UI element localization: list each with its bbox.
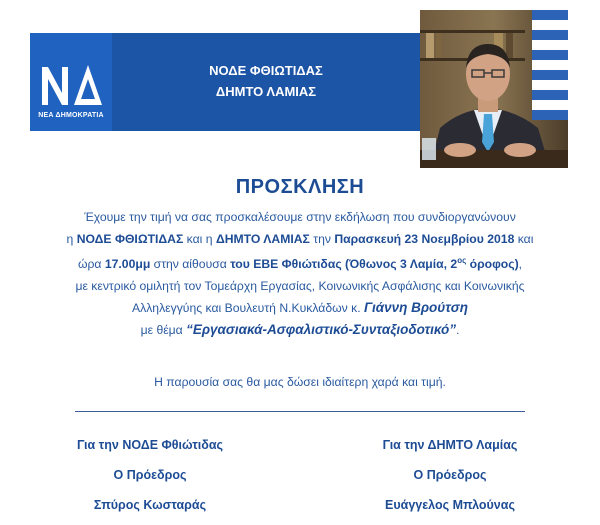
signature-right-role: Ο Πρόεδρος bbox=[413, 468, 487, 482]
party-logo bbox=[30, 33, 112, 131]
body-line-4: με κεντρικό ομιλητή τον Τομεάρχη Εργασίας, Κοινωνικής Ασφάλισης και Κοινωνικής bbox=[75, 279, 525, 294]
signature-left bbox=[35, 430, 265, 520]
body-line-5: Αλληλεγγύης και Βουλευτή Ν.Κυκλάδων κ. Γιάννη Βρούτση bbox=[131, 300, 468, 316]
signature-left-name: Σπύρος Κωσταράς bbox=[93, 498, 207, 512]
logo-caption: ΝΕΑ ΔΗΜΟΚΡΑΤΙΑ bbox=[38, 112, 104, 119]
body-line-1: Έχουμε την τιμή να σας προσκαλέσουμε στην εκδήλωση που συνδιοργανώνουν bbox=[84, 210, 516, 224]
signature-left-role: Ο Πρόεδρος bbox=[113, 468, 187, 482]
signature-right-name: Ευάγγελος Μπλούνας bbox=[385, 498, 515, 512]
divider bbox=[75, 411, 525, 412]
body-line-2: η ΝΟΔΕ ΦΘΙΩΤΙΔΑΣ και η ΔΗΜΤΟ ΛΑΜΙΑΣ την Παρασκευή 23 Νοεμβρίου 2018 και bbox=[66, 232, 534, 246]
event-topic: “Εργασιακά-Ασφαλιστικό-Συνταξιοδοτικό” bbox=[186, 322, 456, 338]
invitation-title: ΠΡΟΣΚΛΗΣΗ bbox=[235, 176, 365, 198]
speaker-photo bbox=[420, 10, 568, 168]
body-line-3: ώρα 17.00μμ στην αίθουσα του ΕΒΕ Φθιώτιδας (Όθωνος 3 Λαμία, $2^{o\varsigma}$ όροφος), bbox=[77, 256, 523, 272]
organizers-header bbox=[112, 60, 420, 102]
speaker-name: Γιάννη Βρούτση bbox=[364, 300, 468, 316]
body-line-6: με θέμα “Εργασιακά-Ασφαλιστικό-Συνταξιοδοτικό”. bbox=[140, 322, 460, 338]
org-line-1: ΝΟΔΕ ΦΘΙΩΤΙΔΑΣ bbox=[209, 63, 323, 78]
org-line-2: ΔΗΜΤΟ ΛΑΜΙΑΣ bbox=[215, 84, 317, 99]
invitation-body bbox=[20, 206, 580, 341]
nd-logo-icon bbox=[38, 59, 104, 109]
presence-note: Η παρουσία σας θα μας δώσει ιδιαίτερη χαρά και τιμή. bbox=[154, 375, 446, 389]
signature-right bbox=[335, 430, 565, 520]
signature-left-org: Για την ΝΟΔΕ Φθιώτιδας bbox=[76, 438, 224, 452]
signature-right-org: Για την ΔΗΜΤΟ Λαμίας bbox=[382, 438, 518, 452]
